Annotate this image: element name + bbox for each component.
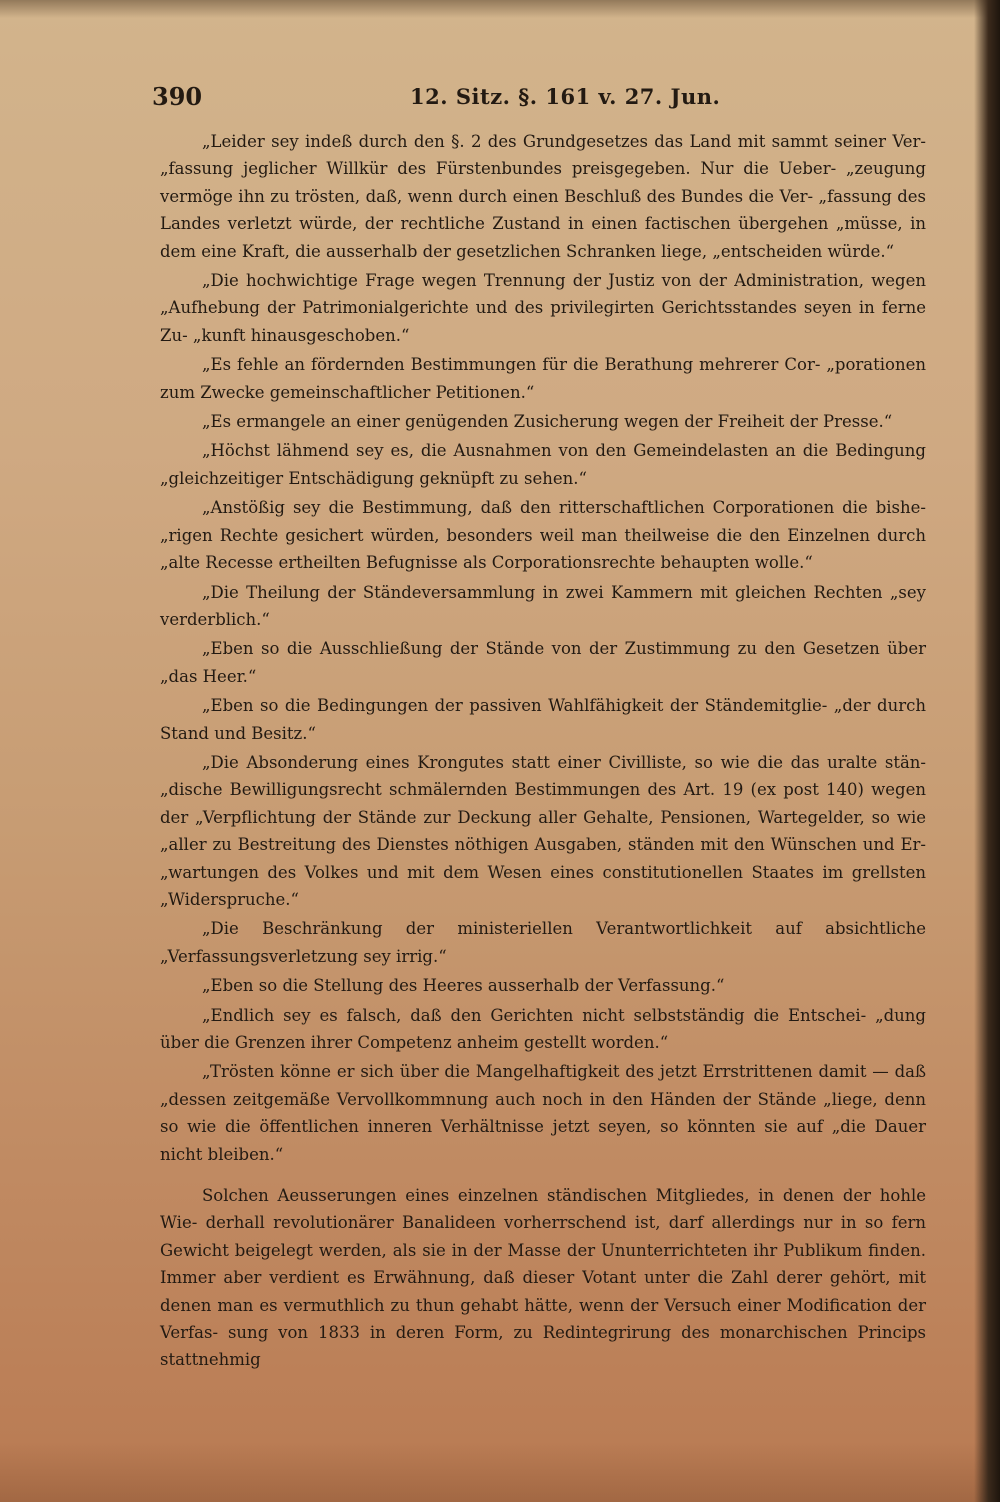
quoted-paragraph: „Anstößig sey die Bestimmung, daß den ritterschaftlichen Corporationen die bishe- „rigen Rechte gesichert würden, besonders weil man theilweise die den Einzelnen durch „alte Recesse ertheilten Befugnisse als Corporationsrechte behaupten wolle.“ bbox=[160, 498, 926, 573]
quoted-paragraph: „Es fehle an fördernden Bestimmungen für die Berathung mehrerer Cor- „porationen zum Zwecke gemeinschaftlicher Petitionen.“ bbox=[160, 355, 926, 402]
quoted-paragraph: „Eben so die Stellung des Heeres ausserhalb der Verfassung.“ bbox=[202, 976, 725, 996]
quoted-paragraph: „Die Beschränkung der ministeriellen Verantwortlichkeit auf absichtliche „Verfassungsverletzung sey irrig.“ bbox=[160, 919, 926, 966]
page-right-edge bbox=[974, 0, 1000, 1502]
quoted-paragraph: „Endlich sey es falsch, daß den Gerichten nicht selbstständig die Entschei- „dung über die Grenzen ihrer Competenz anheim gestellt worden.“ bbox=[160, 1005, 926, 1052]
quoted-paragraph: „Eben so die Bedingungen der passiven Wahlfähigkeit der Ständemitglie- „der durch Stand und Besitz.“ bbox=[160, 696, 926, 743]
page-top-shadow bbox=[0, 0, 1000, 18]
quoted-paragraph: „Die hochwichtige Frage wegen Trennung der Justiz von der Administration, wegen „Aufhebung der Patrimonialgerichte und des privilegirten Gerichtsstandes seyen in ferne Zu- „kunft hinausgeschoben.“ bbox=[160, 271, 926, 345]
quoted-paragraph: „Die Theilung der Ständeversammlung in zwei Kammern mit gleichen Rechten „sey verderblich.“ bbox=[160, 582, 926, 629]
quoted-paragraph: „Es ermangele an einer genügenden Zusicherung wegen der Freiheit der Presse.“ bbox=[202, 412, 893, 432]
quoted-paragraph: „Die Absonderung eines Krongutes statt einer Civilliste, so wie die das uralte stän- „dische Bewilligungsrecht schmälernden Bestimmungen des Art. 19 (ex post 140) wegen der „Verpflichtung der Stände zur Deckung aller Gehalte, Pensionen, Wartegelder, so wie „aller zu Bestreitung des Dienstes nöthigen Ausgaben, ständen mit den Wünschen und Er- „wartungen des Volkes und mit dem Wesen eines constitutionellen Staates im grellsten „Widerspruche.“ bbox=[160, 752, 926, 909]
page-number: 390 bbox=[152, 82, 203, 111]
page-header bbox=[152, 82, 927, 118]
running-head: 12. Sitz. §. 161 v. 27. Jun. bbox=[410, 84, 721, 109]
quoted-paragraph: „Eben so die Ausschließung der Stände von der Zustimmung zu den Gesetzen über „das Heer.“ bbox=[160, 639, 926, 686]
quoted-paragraph: „Höchst lähmend sey es, die Ausnahmen von den Gemeindelasten an die Bedingung „gleichzeitiger Entschädigung geknüpft zu sehen.“ bbox=[160, 441, 926, 488]
quoted-paragraph: „Trösten könne er sich über die Mangelhaftigkeit des jetzt Errstrittenen damit — daß „dessen zeitgemäße Vervollkommnung auch noch in den Händen der Stände „liege, denn so wie die öffentlichen inneren Verhältnisse jetzt seyen, so könnten sie auf „die Dauer nicht bleiben.“ bbox=[160, 1062, 926, 1164]
closing-paragraph: Solchen Aeusserungen eines einzelnen ständischen Mitgliedes, in denen der hohle Wie- derhall revolutionärer Banalideen vorherrschend ist, darf allerdings nur in so fern Gewicht beigelegt werden, als sie in der Masse der Ununterrichteten ihr Publikum finden. Immer aber verdient es Erwähnung, daß dieser Votant unter die Zahl derer gehört, mit denen man es vermuthlich zu thun gehabt hätte, wenn der Versuch einer Modification der Verfas- sung von 1833 in deren Form, zu Redintegrirung des monarchischen Princips stattnehmig bbox=[160, 1186, 926, 1370]
page-body bbox=[160, 128, 926, 1376]
quoted-paragraph: „Leider sey indeß durch den §. 2 des Grundgesetzes das Land mit sammt seiner Ver- „fassung jeglicher Willkür des Fürstenbundes preisgegeben. Nur die Ueber- „zeugung vermöge ihn zu trösten, daß, wenn durch einen Beschluß des Bundes die Ver- „fassung des Landes verletzt würde, der rechtliche Zustand in einen factischen übergehen „müsse, in dem eine Kraft, die ausserhalb der gesetzlichen Schranken liege, „entscheiden würde.“ bbox=[160, 132, 926, 261]
page-bottom-stain bbox=[0, 1442, 1000, 1502]
